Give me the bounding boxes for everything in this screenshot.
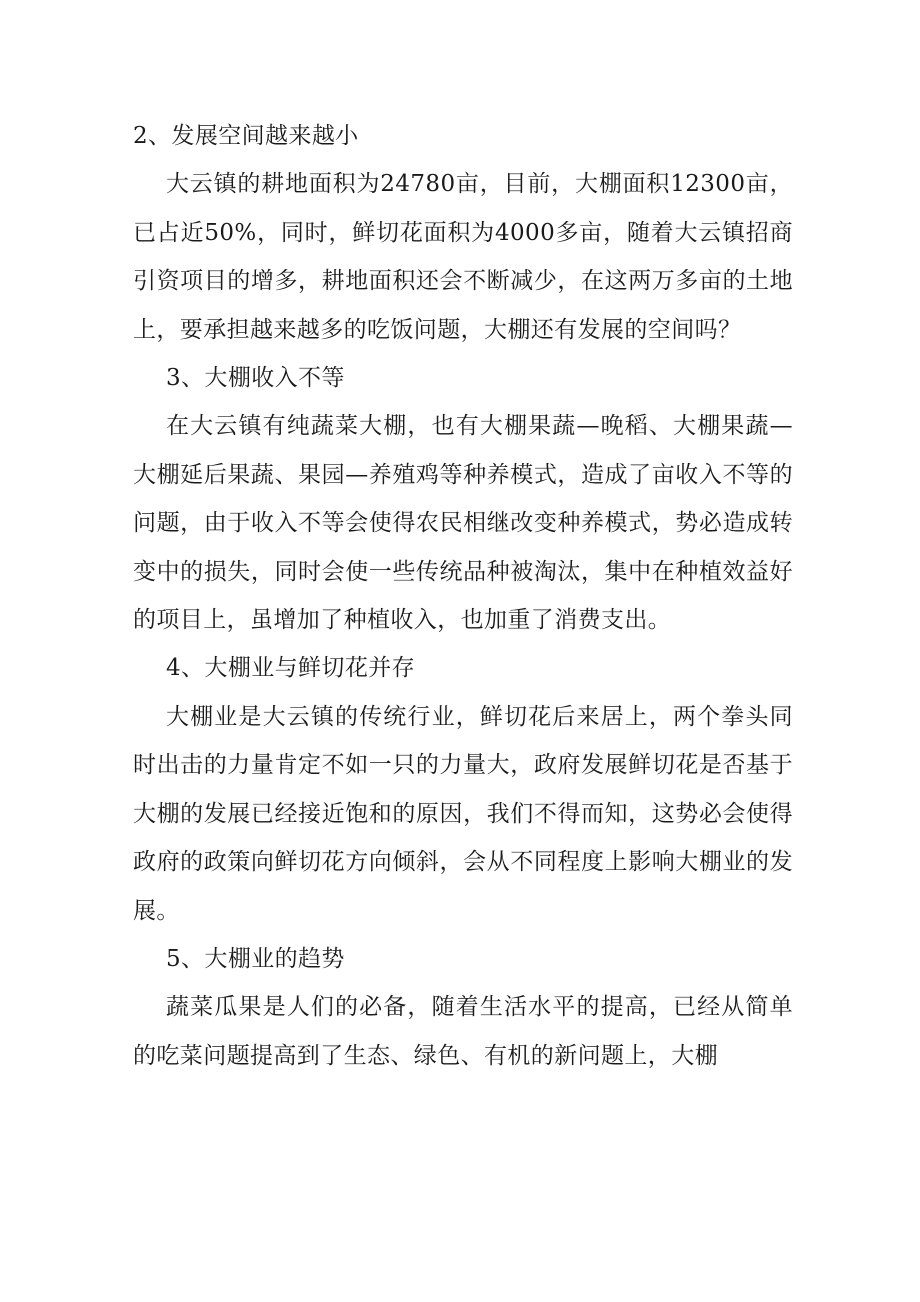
section-paragraph-5: 蔬菜瓜果是人们的必备，随着生活水平的提高，已经从简单的吃菜问题提高到了生态、绿色、有机的新问题上，大棚 bbox=[133, 994, 793, 1069]
document-body bbox=[133, 112, 793, 1080]
section-heading-4: 4、大棚业与鲜切花并存 bbox=[166, 655, 416, 682]
section-paragraph-2: 大云镇的耕地面积为24780亩，目前，大棚面积12300亩，已占近50%，同时，鲜切花面积为4000多亩，随着大云镇招商引资项目的增多，耕地面积还会不断减少，在这两万多亩的土地上，要承担越来越多的吃饭问题，大棚还有发展的空间吗？ bbox=[133, 171, 793, 343]
section-heading-3: 3、大棚收入不等 bbox=[166, 365, 345, 392]
section-paragraph-3: 在大云镇有纯蔬菜大棚，也有大棚果蔬—晚稻、大棚果蔬—大棚延后果蔬、果园—养殖鸡等种养模式，造成了亩收入不等的问题，由于收入不等会使得农民相继改变种养模式，势必造成转变中的损失，同时会使一些传统品种被淘汰，集中在种植效益好的项目上，虽增加了种植收入，也加重了消费支出。 bbox=[133, 413, 793, 634]
section-paragraph-4: 大棚业是大云镇的传统行业，鲜切花后来居上，两个拳头同时出击的力量肯定不如一只的力量大，政府发展鲜切花是否基于大棚的发展已经接近饱和的原因，我们不得而知，这势必会使得政府的政策向鲜切花方向倾斜，会从不同程度上影响大棚业的发展。 bbox=[133, 703, 793, 924]
section-heading-5: 5、大棚业的趋势 bbox=[166, 945, 345, 972]
section-heading-2: 2、发展空间越来越小 bbox=[133, 123, 359, 149]
